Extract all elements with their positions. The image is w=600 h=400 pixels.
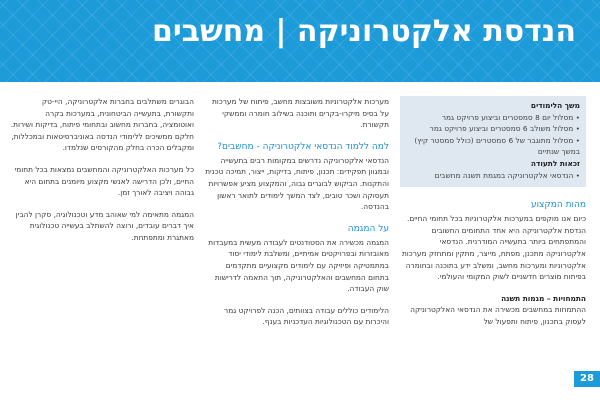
about-heading: מהות המקצוע [530,200,586,211]
intro-paragraph: מערכות אלקטרוניות משובצות מחשב, פיתוח של מערכות על בסיס מיקרו-בקרים ותוכנה בשילוב חומרה וממשקי תקשורת. [211,97,389,130]
column-right [400,96,586,338]
page-title: הנדסת אלקטרוניקה | מחשבים [151,14,576,49]
duration-heading: משך הלימודים [530,101,580,110]
duration-item: • מסלול יום 8 סמסטרים וביצוע פרויקט גמר [406,112,580,124]
careers-paragraph: הבוגרים משתלבים בחברות אלקטרוניקה, היי-טק ותקשורת, בתעשייה הביטחונית, במערכות בקרה ואוטומציה, בחברות מחשוב ובתחומי פיתוח, בדיקות ושירות. חלקם ממשיכים ללימודי הנדסה באוניברסיטאות ובמכללות, ומקבלים הכרה בחלק מהקורסים שנלמדו. [10,97,194,153]
page-number: 28 [574,371,600,387]
demand-paragraph: כל מערכות האלקטרוניקה והמחשבים נמצאות בכל תחומי החיים, ולכן הדרישה לאנשי מקצוע מיומנים בתחום היא גבוהה ויציבה לאורך זמן. [14,164,194,198]
about-paragraph: כיום אנו מוקפים במערכות אלקטרוניות בכל תחומי החיים. הנדסת אלקטרוניקה היא אחד התחומים החשובים והמתפתחים ביותר בתעשייה המודרנית. הנדסאי אלקטרוניקה מתכנן, מפתח, מייצר, מתקין ומתחזק מערכות אלקטרוניות ומערכות מחשב, ומשלב ידע בתוכנה ובחומרה בפיתוח מוצרים חדשניים לשוק המקומי והעולמי. [401,214,586,282]
certificate-item: • הנדסאי אלקטרוניקה במגמת תשנה מחשבים [406,170,580,182]
about-track-heading: על המגמה [347,223,389,234]
column-left [10,96,194,254]
specialization-paragraph: ההתמחות במחשבים מכשירה את הנדסאי האלקטרוניקה לעסוק בתכנון, פיתוח ותפעול של [410,305,586,326]
closing-paragraph: הלימודים כוללים עבודה בצוותים, הכנה לפרויקט גמר והיכרות עם הטכנולוגיות העדכניות בענף. [224,305,389,327]
column-middle [205,96,389,338]
suitability-paragraph: המגמה מתאימה למי שאוהב מדע וטכנולוגיה, סקרן להבין איך דברים עובדים, ורוצה להשתלב בעשייה טכנולוגית מאתגרת ומתפתחת. [15,209,194,242]
why-paragraph: הנדסאי אלקטרוניקה נדרשים במקומות רבים בתעשייה ובמגוון תפקידים: תכנון, פיתוח, בדיקות, ייצור, תמיכה טכנית והתקנות. הביקוש לבוגרים גבוה, והמקצוע מציע אפשרויות תעסוקה ושכר טובים, לצד המשך לימודים לתואר ראשון בהנדסה. [205,155,389,212]
certificate-heading: זכאות לתעודה [530,158,580,168]
why-heading: למה ללמוד הנדסאי אלקטרוניקה - מחשבים? [217,141,389,152]
specialization-heading: התמחויות – מגמות תשנה [501,293,586,303]
page-header [0,0,600,82]
duration-item: • מסלול משולב 6 סמסטרים וביצוע פרויקט גמר [406,123,580,135]
duration-box [400,96,586,187]
about-track-paragraph: המגמה מכשירה את הסטודנטים לעבודה מעשית במעבדות מאובזרות ובפרויקטים אמיתיים, ומשלבת לימודי יסוד במתמטיקה ופיזיקה עם לימודים מקצועיים מתקדמים בתחום המחשבים והאלקטרוניקה, תוך התאמה לדרישות שוק העבודה. [208,237,389,294]
duration-item: • מסלול מתוגבר של 6 סמסטרים (כולל סמסטר קיץ) במשך שנתיים [406,135,580,158]
